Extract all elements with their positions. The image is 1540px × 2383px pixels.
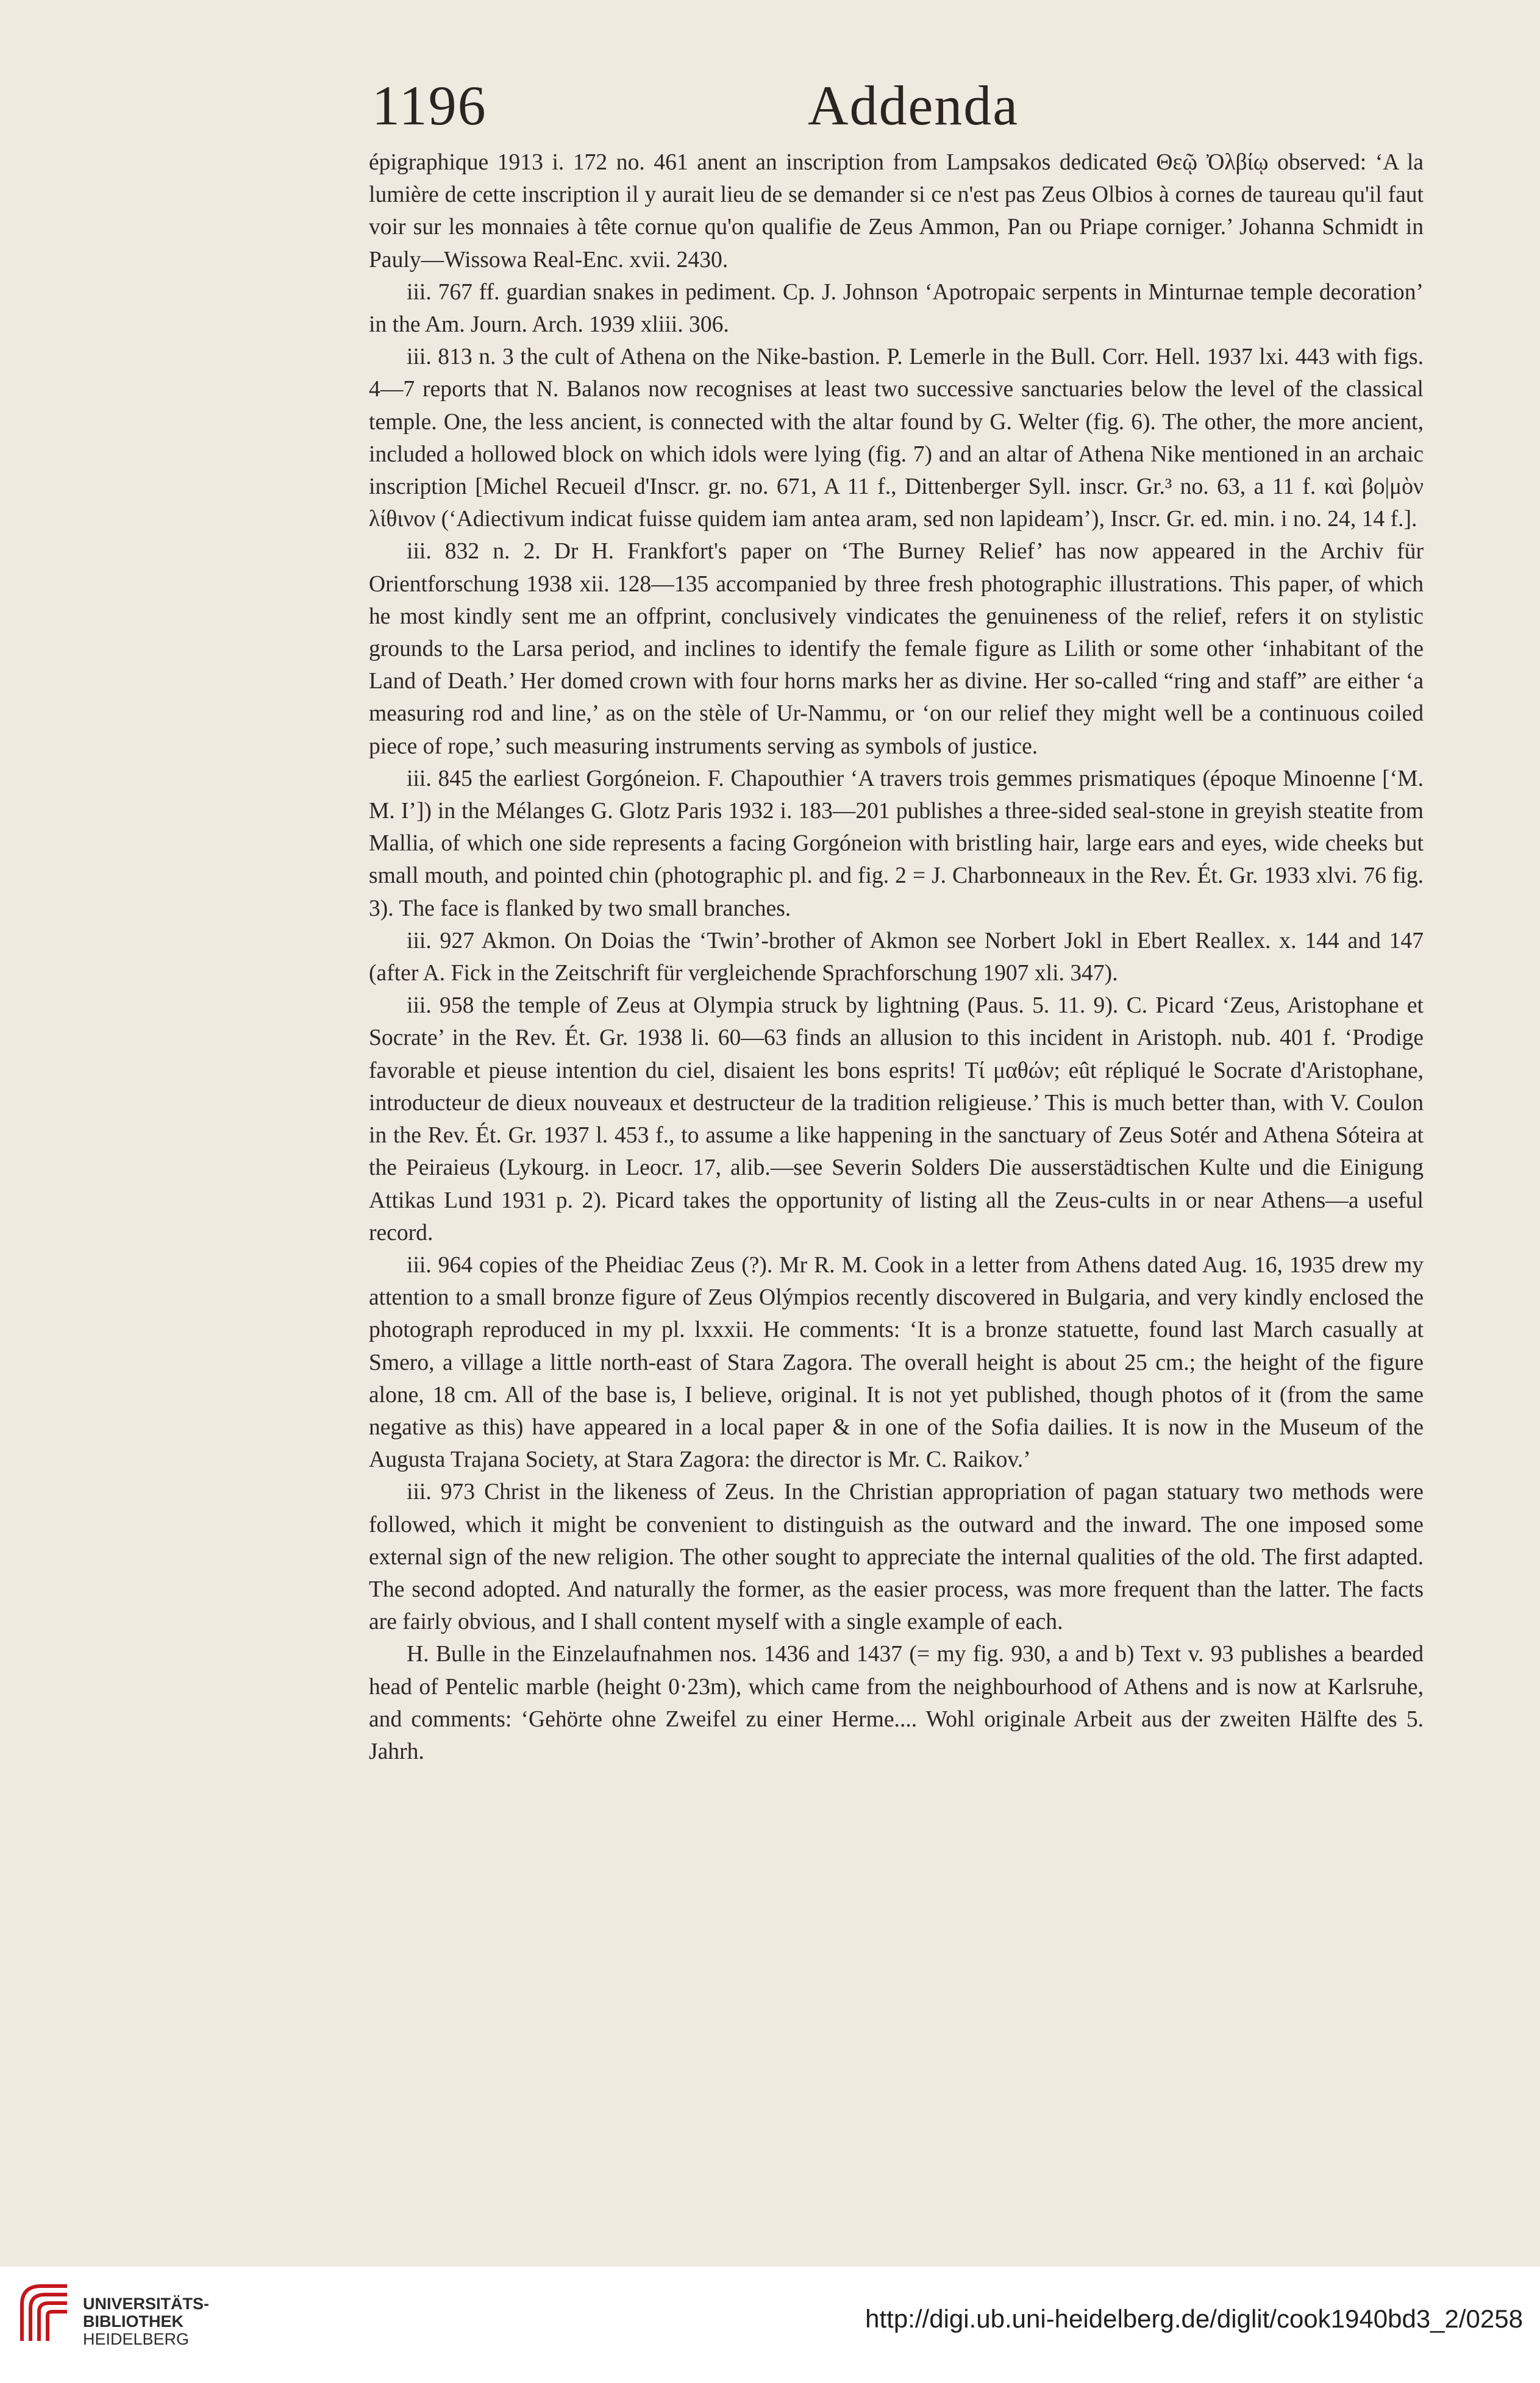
paragraph: iii. 845 the earliest Gorgóneion. F. Chapouthier ‘A travers trois gemmes prismatiques (époque Minoenne [‘M. M. I’]) in the Mélanges G. Glotz Paris 1932 i. 183—201 publishes a three-sided seal-stone in greyish steatite from Mallia, of which one side represents a facing Gorgóneion with bristling hair, large ears and eyes, wide cheeks but small mouth, and pointed chin (photographic pl. and fig. 2 = J. Charbonneaux in the Rev. Ét. Gr. 1933 xlvi. 76 fig. 3). The face is flanked by two small branches. bbox=[369, 766, 1424, 921]
library-name-line: BIBLIOTHEK bbox=[83, 2312, 184, 2331]
paragraph: iii. 958 the temple of Zeus at Olympia struck by lightning (Paus. 5. 11. 9). C. Picard ‘Zeus, Aristophane et Socrate’ in the Rev. Ét. Gr. 1938 li. 60—63 finds an allusion to this incident in Aristoph. nub. 401 f. ‘Prodige favorable et pieuse intention du ciel, disaient les bons esprits! Τί μαθών; eût répliqué le Socrate d'Aristophane, introducteur de dieux nouveaux et destructeur de la tradition religieuse.’ This is much better than, with V. Coulon in the Rev. Ét. Gr. 1937 l. 453 f., to assume a like happening in the sanctuary of Zeus Sotér and Athena Sóteira at the Peiraieus (Lykourg. in Leocr. 17, alib.—see Severin Solders Die ausserstädtischen Kulte und die Einigung Attikas Lund 1931 p. 2). Picard takes the opportunity of listing all the Zeus-cults in or near Athens—a useful record. bbox=[369, 993, 1424, 1245]
body-text bbox=[369, 146, 1424, 1768]
paragraph: iii. 832 n. 2. Dr H. Frankfort's paper on ‘The Burney Relief’ has now appeared in the Archiv für Orientforschung 1938 xii. 128—135 accompanied by three fresh photographic illustrations. This paper, of which he most kindly sent me an offprint, conclusively vindicates the genuineness of the relief, refers it on stylistic grounds to the Larsa period, and inclines to identify the female figure as Lilith or some other ‘inhabitant of the Land of Death.’ Her domed crown with four horns marks her as divine. Her so-called “ring and staff” are either ‘a measuring rod and line,’ as on the stèle of Ur-Nammu, or ‘on our relief they might well be a continuous coiled piece of rope,’ such measuring instruments serving as symbols of justice. bbox=[369, 539, 1424, 759]
page-number: 1196 bbox=[372, 74, 487, 137]
source-url-link[interactable]: http://digi.ub.uni-heidelberg.de/diglit/cook1940bd3_2/0258 bbox=[865, 2304, 1523, 2333]
ub-heidelberg-logo-icon[interactable] bbox=[17, 2280, 72, 2347]
paragraph: iii. 973 Christ in the likeness of Zeus. In the Christian appropriation of pagan statuary two methods were followed, which it might be convenient to distinguish as the outward and the inward. The one imposed some external sign of the new religion. The other sought to appreciate the internal qualities of the old. The first adapted. The second adopted. And naturally the former, as the easier process, was more frequent than the latter. The facts are fairly obvious, and I shall content myself with a single example of each. bbox=[369, 1480, 1424, 1635]
running-head: Addenda bbox=[808, 74, 1019, 137]
paragraph: iii. 767 ff. guardian snakes in pediment. Cp. J. Johnson ‘Apotropaic serpents in Minturnae temple decoration’ in the Am. Journ. Arch. 1939 xliii. 306. bbox=[369, 279, 1424, 338]
paragraph: H. Bulle in the Einzelaufnahmen nos. 1436 and 1437 (= my fig. 930, a and b) Text v. 93 publishes a bearded head of Pentelic marble (height 0·23m), which came from the neighbourhood of Athens and is now at Karlsruhe, and comments: ‘Gehörte ohne Zweifel zu einer Herme.... Wohl originale Arbeit aus der zweiten Hälfte des 5. Jahrh. bbox=[369, 1642, 1424, 1764]
paragraph: iii. 964 copies of the Pheidiac Zeus (?). Mr R. M. Cook in a letter from Athens dated Aug. 16, 1935 drew my attention to a small bronze figure of Zeus Olýmpios recently discovered in Bulgaria, and very kindly enclosed the photograph reproduced in my pl. lxxxii. He comments: ‘It is a bronze statuette, found last March casually at Smero, a village a little north-east of Stara Zagora. The overall height is about 25 cm.; the height of the figure alone, 18 cm. All of the base is, I believe, original. It is not yet published, though photos of it (from the same negative as this) have appeared in a local paper & in one of the Sofia dailies. It is now in the Museum of the Augusta Trajana Society, at Stara Zagora: the director is Mr. C. Raikov.’ bbox=[369, 1252, 1424, 1473]
paragraph: iii. 927 Akmon. On Doias the ‘Twin’-brother of Akmon see Norbert Jokl in Ebert Reallex. x. 144 and 147 (after A. Fick in the Zeitschrift für vergleichende Sprachforschung 1907 xli. 347). bbox=[369, 928, 1424, 986]
library-name-line: HEIDELBERG bbox=[83, 2330, 190, 2348]
library-name-line: UNIVERSITÄTS- bbox=[83, 2295, 210, 2313]
paragraph: épigraphique 1913 i. 172 no. 461 anent an inscription from Lampsakos dedicated Θεῷ Ὀλβίῳ observed: ‘A la lumière de cette inscription il y aurait lieu de se demander si ce n'est pas Zeus Olbios à cornes de taureau qu'il faut voir sur les monnaies à tête cornue qu'on qualifie de Zeus Ammon, Pan ou Priape corniger.’ Johanna Schmidt in Pauly—Wissowa Real-Enc. xvii. 2430. bbox=[369, 150, 1424, 272]
library-name bbox=[83, 2295, 209, 2348]
paragraph: iii. 813 n. 3 the cult of Athena on the Nike-bastion. P. Lemerle in the Bull. Corr. Hell. 1937 lxi. 443 with figs. 4—7 reports that N. Balanos now recognises at least two successive sanctuaries below the level of the classical temple. One, the less ancient, is connected with the altar found by G. Welter (fig. 6). The other, the more ancient, included a hollowed block on which idols were lying (fig. 7) and an altar of Athena Nike mentioned in an archaic inscription [Michel Recueil d'Inscr. gr. no. 671, A 11 f., Dittenberger Syll. inscr. Gr.³ no. 63, a 11 f. καὶ βο|μὸν λίθινον (‘Adiectivum indicat fuisse quidem iam antea aram, sed non lapideam’), Inscr. Gr. ed. min. i no. 24, 14 f.]. bbox=[369, 344, 1424, 532]
